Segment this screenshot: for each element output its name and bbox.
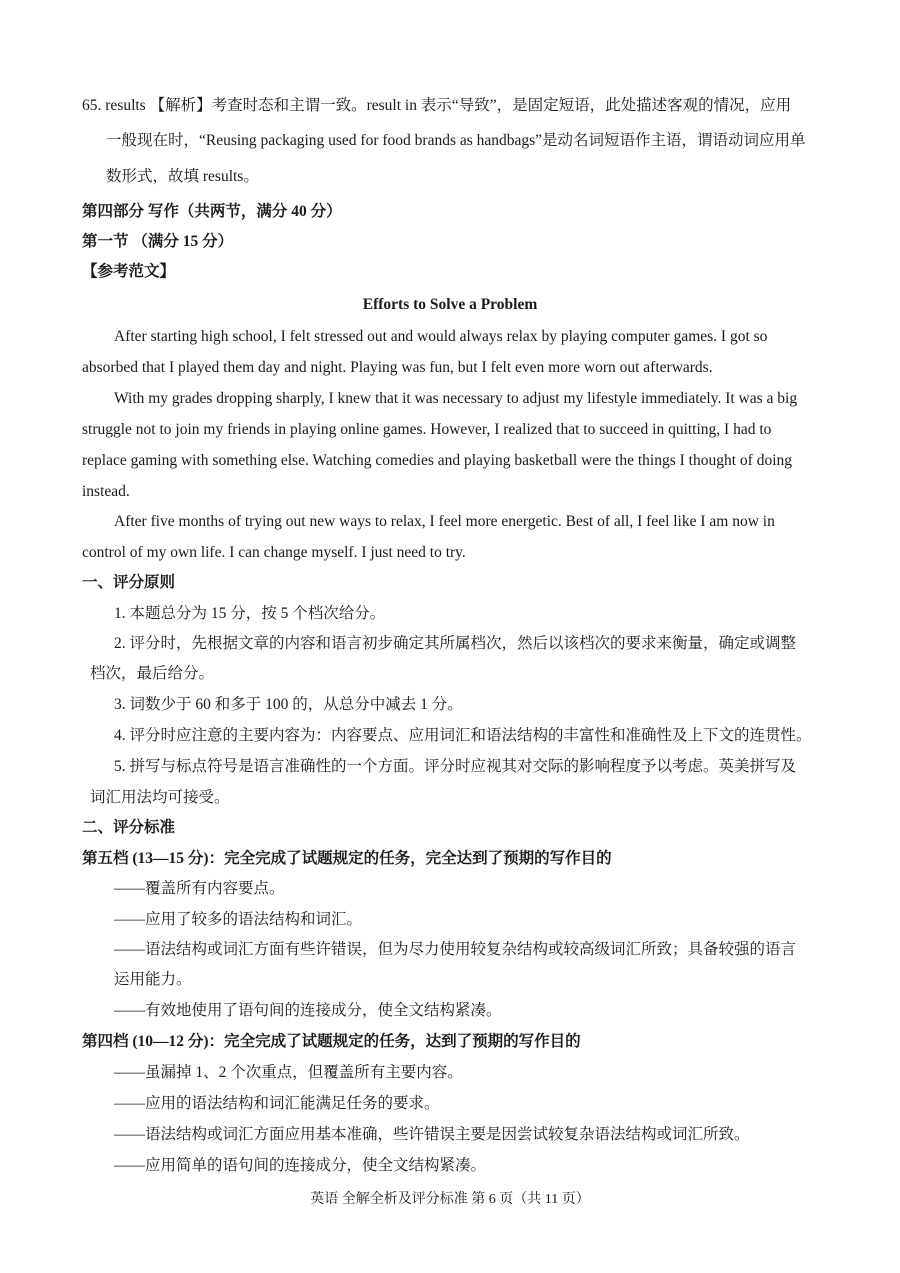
section1-heading: 第一节 （满分 15 分）	[82, 233, 234, 250]
q65-line-2: 一般现在时，“Reusing packaging used for food brands as handbags”是动名词短语作主语，谓语动词应用单	[106, 132, 806, 149]
essay-paragraph-3-line-1: After five months of trying out new ways to relax, I feel more energetic. Best of all, I feel like I am now in	[114, 513, 775, 530]
band-5-criterion-1: ——覆盖所有内容要点。	[114, 880, 285, 897]
sample-essay-label: 【参考范文】	[82, 263, 176, 280]
essay-title: Efforts to Solve a Problem	[362, 296, 538, 313]
principle-item-5-line-2: 词汇用法均可接受。	[90, 789, 230, 806]
page-footer: 英语 全解全析及评分标准 第 6 页（共 11 页）	[310, 1192, 590, 1207]
essay-paragraph-3-line-2: control of my own life. I can change myself. I just need to try.	[82, 544, 466, 561]
band-5-title: 第五档 (13—15 分)：完全完成了试题规定的任务，完全达到了预期的写作目的	[82, 850, 612, 867]
band-4-criterion-1: ——虽漏掉 1、2 个次重点，但覆盖所有主要内容。	[114, 1064, 463, 1081]
band-5-criterion-3-line-2: 运用能力。	[114, 971, 192, 988]
part4-heading: 第四部分 写作（共两节，满分 40 分）	[82, 203, 342, 220]
essay-paragraph-2-line-4: instead.	[82, 483, 130, 500]
essay-paragraph-2-line-2: struggle not to join my friends in playing online games. However, I realized that to succeed in quitting, I had to	[82, 421, 772, 438]
principle-item-3: 3. 词数少于 60 和多于 100 的，从总分中减去 1 分。	[114, 696, 463, 713]
band-4-criterion-2: ——应用的语法结构和词汇能满足任务的要求。	[114, 1095, 440, 1112]
essay-paragraph-2-line-1: With my grades dropping sharply, I knew that it was necessary to adjust my lifestyle immediately. It was a big	[114, 390, 798, 407]
band-4-criterion-3: ——语法结构或词汇方面应用基本准确，些许错误主要是因尝试较复杂语法结构或词汇所致。	[114, 1126, 750, 1143]
band-5-criterion-4: ——有效地使用了语句间的连接成分，使全文结构紧凑。	[114, 1002, 502, 1019]
principles-heading: 一、评分原则	[82, 574, 176, 591]
principle-item-2-line-2: 档次，最后给分。	[90, 665, 215, 682]
band-4-title: 第四档 (10—12 分)：完全完成了试题规定的任务，达到了预期的写作目的	[82, 1033, 581, 1050]
q65-line-1: 65. results 【解析】考查时态和主谓一致。result in 表示“导致”，是固定短语，此处描述客观的情况，应用	[82, 97, 792, 114]
principle-item-2-line-1: 2. 评分时，先根据文章的内容和语言初步确定其所属档次，然后以该档次的要求来衡量，确定或调整	[114, 635, 797, 652]
principle-item-4: 4. 评分时应注意的主要内容为：内容要点、应用词汇和语法结构的丰富性和准确性及上下文的连贯性。	[114, 727, 812, 744]
principle-item-5-line-1: 5. 拼写与标点符号是语言准确性的一个方面。评分时应视其对交际的影响程度予以考虑。英美拼写及	[114, 758, 797, 775]
band-5-criterion-3-line-1: ——语法结构或词汇方面有些许错误，但为尽力使用较复杂结构或较高级词汇所致；具备较强的语言	[114, 941, 797, 958]
band-5-criterion-2: ——应用了较多的语法结构和词汇。	[114, 911, 363, 928]
q65-line-3: 数形式，故填 results。	[106, 168, 259, 185]
essay-paragraph-2-line-3: replace gaming with something else. Watching comedies and playing basketball were the things I thought of doing	[82, 452, 793, 469]
band-4-criterion-4: ——应用简单的语句间的连接成分，使全文结构紧凑。	[114, 1157, 487, 1174]
principle-item-1: 1. 本题总分为 15 分，按 5 个档次给分。	[114, 605, 386, 622]
essay-paragraph-1-line-2: absorbed that I played them day and night. Playing was fun, but I felt even more worn out afterwards.	[82, 359, 713, 376]
standards-heading: 二、评分标准	[82, 819, 176, 836]
essay-paragraph-1-line-1: After starting high school, I felt stressed out and would always relax by playing computer games. I got so	[114, 328, 768, 345]
